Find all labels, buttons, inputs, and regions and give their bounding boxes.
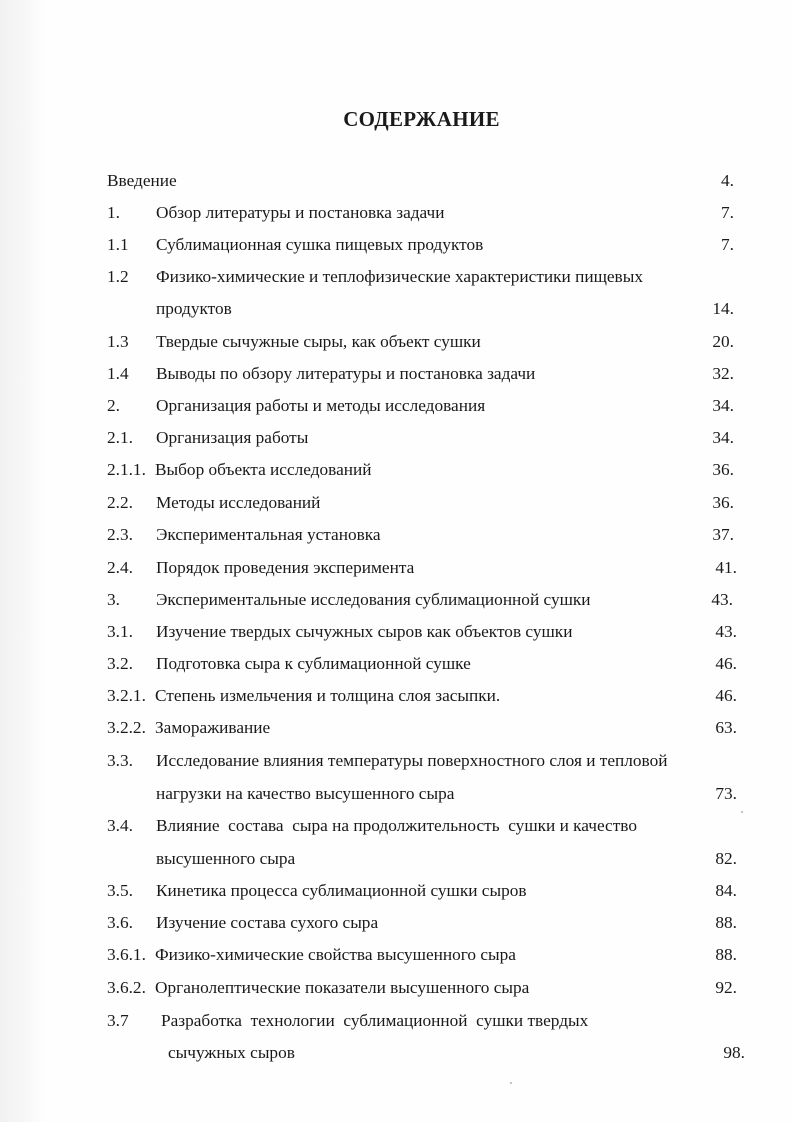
- toc-entry-page: 32.: [712, 364, 734, 383]
- toc-entry-number: 3.1.: [107, 622, 133, 641]
- toc-entry-number: 3.2.: [107, 654, 133, 673]
- toc-entry-text-continued: нагрузки на качество высушенного сыра: [156, 784, 455, 803]
- toc-entry-text: Сублимационная сушка пищевых продуктов: [156, 235, 484, 254]
- toc-entry-text: Физико-химические свойства высушенного сыра: [155, 945, 516, 964]
- toc-entry-page: 4.: [721, 171, 734, 190]
- toc-entry-number: 1.2: [107, 267, 129, 286]
- toc-entry-text: Влияние состава сыра на продолжительность сушки и качество: [156, 816, 637, 835]
- toc-entry-text: Физико-химические и теплофизические характеристики пищевых: [156, 267, 643, 286]
- toc-entry-text: Выводы по обзору литературы и постановка задачи: [156, 364, 536, 383]
- toc-entry-text: Подготовка сыра к сублимационной сушке: [156, 654, 471, 673]
- toc-entry-number: 1.3: [107, 332, 129, 351]
- toc-entry-number: 3.: [107, 590, 120, 609]
- toc-entry-page: 88.: [715, 945, 737, 964]
- toc-entry-text: Организация работы: [156, 428, 309, 447]
- toc-entry-number: 2.4.: [107, 558, 133, 577]
- toc-entry-text-continued: высушенного сыра: [156, 849, 296, 868]
- toc-entry-text-continued: продуктов: [156, 299, 232, 318]
- toc-entry-page: 88.: [715, 913, 737, 932]
- toc-entry-text: Замораживание: [155, 718, 271, 737]
- toc-entry-number: 3.6.: [107, 913, 133, 932]
- toc-entry-text: Изучение твердых сычужных сыров как объектов сушки: [156, 622, 573, 641]
- toc-entry-text: Органолептические показатели высушенного сыра: [155, 978, 530, 997]
- toc-entry-number: 3.2.2.: [107, 718, 146, 737]
- toc-entry-text: Экспериментальные исследования сублимационной сушки: [156, 590, 591, 609]
- toc-entry-number: 1.: [107, 203, 120, 222]
- toc-entry-number: 2.3.: [107, 525, 133, 544]
- toc-entry-number: 2.: [107, 396, 120, 415]
- toc-entry-text: Методы исследований: [156, 493, 321, 512]
- toc-entry-text: Введение: [107, 171, 177, 190]
- toc-entry-page: 7.: [721, 235, 734, 254]
- toc-entry-number: 2.2.: [107, 493, 133, 512]
- toc-entry-page: 20.: [712, 332, 734, 351]
- toc-entry-page: 36.: [712, 460, 734, 479]
- toc-entry-page: 82.: [715, 849, 737, 868]
- toc-entry-page: 73.: [715, 784, 737, 803]
- toc-entry-page: 36.: [712, 493, 734, 512]
- toc-entry-text: Исследование влияния температуры поверхностного слоя и тепловой: [156, 751, 668, 770]
- toc-entry-page: 84.: [715, 881, 737, 900]
- toc-entry-number: 3.6.1.: [107, 945, 146, 964]
- page-title: СОДЕРЖАНИЕ: [343, 107, 500, 131]
- toc-entry-number: 2.1.: [107, 428, 133, 447]
- scan-shadow-edge: [0, 0, 46, 1122]
- toc-entry-page: 46.: [715, 654, 737, 673]
- toc-entry-page: 7.: [721, 203, 734, 222]
- toc-entry-text-continued: сычужных сыров: [168, 1043, 295, 1062]
- scan-speck: [510, 1082, 512, 1084]
- toc-entry-number: 3.3.: [107, 751, 133, 770]
- toc-entry-text: Порядок проведения эксперимента: [156, 558, 415, 577]
- toc-entry-text: Организация работы и методы исследования: [156, 396, 486, 415]
- toc-entry-text: Кинетика процесса сублимационной сушки сыров: [156, 881, 527, 900]
- toc-entry-page: 43.: [711, 590, 733, 609]
- toc-entry-text: Экспериментальная установка: [156, 525, 381, 544]
- toc-entry-page: 43.: [715, 622, 737, 641]
- toc-entry-page: 37.: [712, 525, 734, 544]
- toc-entry-number: 2.1.1.: [107, 460, 146, 479]
- toc-entry-text: Степень измельчения и толщина слоя засыпки.: [155, 686, 501, 705]
- toc-entry-page: 98.: [723, 1043, 745, 1062]
- toc-entry-page: 41.: [715, 558, 737, 577]
- toc-entry-page: 63.: [715, 718, 737, 737]
- toc-entry-text: Изучение состава сухого сыра: [156, 913, 379, 932]
- scan-speck: [741, 811, 743, 813]
- toc-entry-number: 1.4: [107, 364, 129, 383]
- toc-entry-text: Разработка технологии сублимационной сушки твердых: [161, 1011, 589, 1030]
- toc-entry-page: 14.: [712, 299, 734, 318]
- toc-entry-text: Обзор литературы и постановка задачи: [156, 203, 445, 222]
- toc-entry-number: 3.6.2.: [107, 978, 146, 997]
- toc-entry-page: 34.: [712, 428, 734, 447]
- toc-entry-text: Выбор объекта исследований: [155, 460, 372, 479]
- toc-entry-number: 3.2.1.: [107, 686, 146, 705]
- toc-entry-number: 3.7: [107, 1011, 129, 1030]
- toc-entry-text: Твердые сычужные сыры, как объект сушки: [156, 332, 481, 351]
- toc-entry-page: 34.: [712, 396, 734, 415]
- toc-entry-number: 3.4.: [107, 816, 133, 835]
- toc-entry-number: 1.1: [107, 235, 129, 254]
- toc-entry-page: 92.: [715, 978, 737, 997]
- toc-entry-number: 3.5.: [107, 881, 133, 900]
- toc-entry-page: 46.: [715, 686, 737, 705]
